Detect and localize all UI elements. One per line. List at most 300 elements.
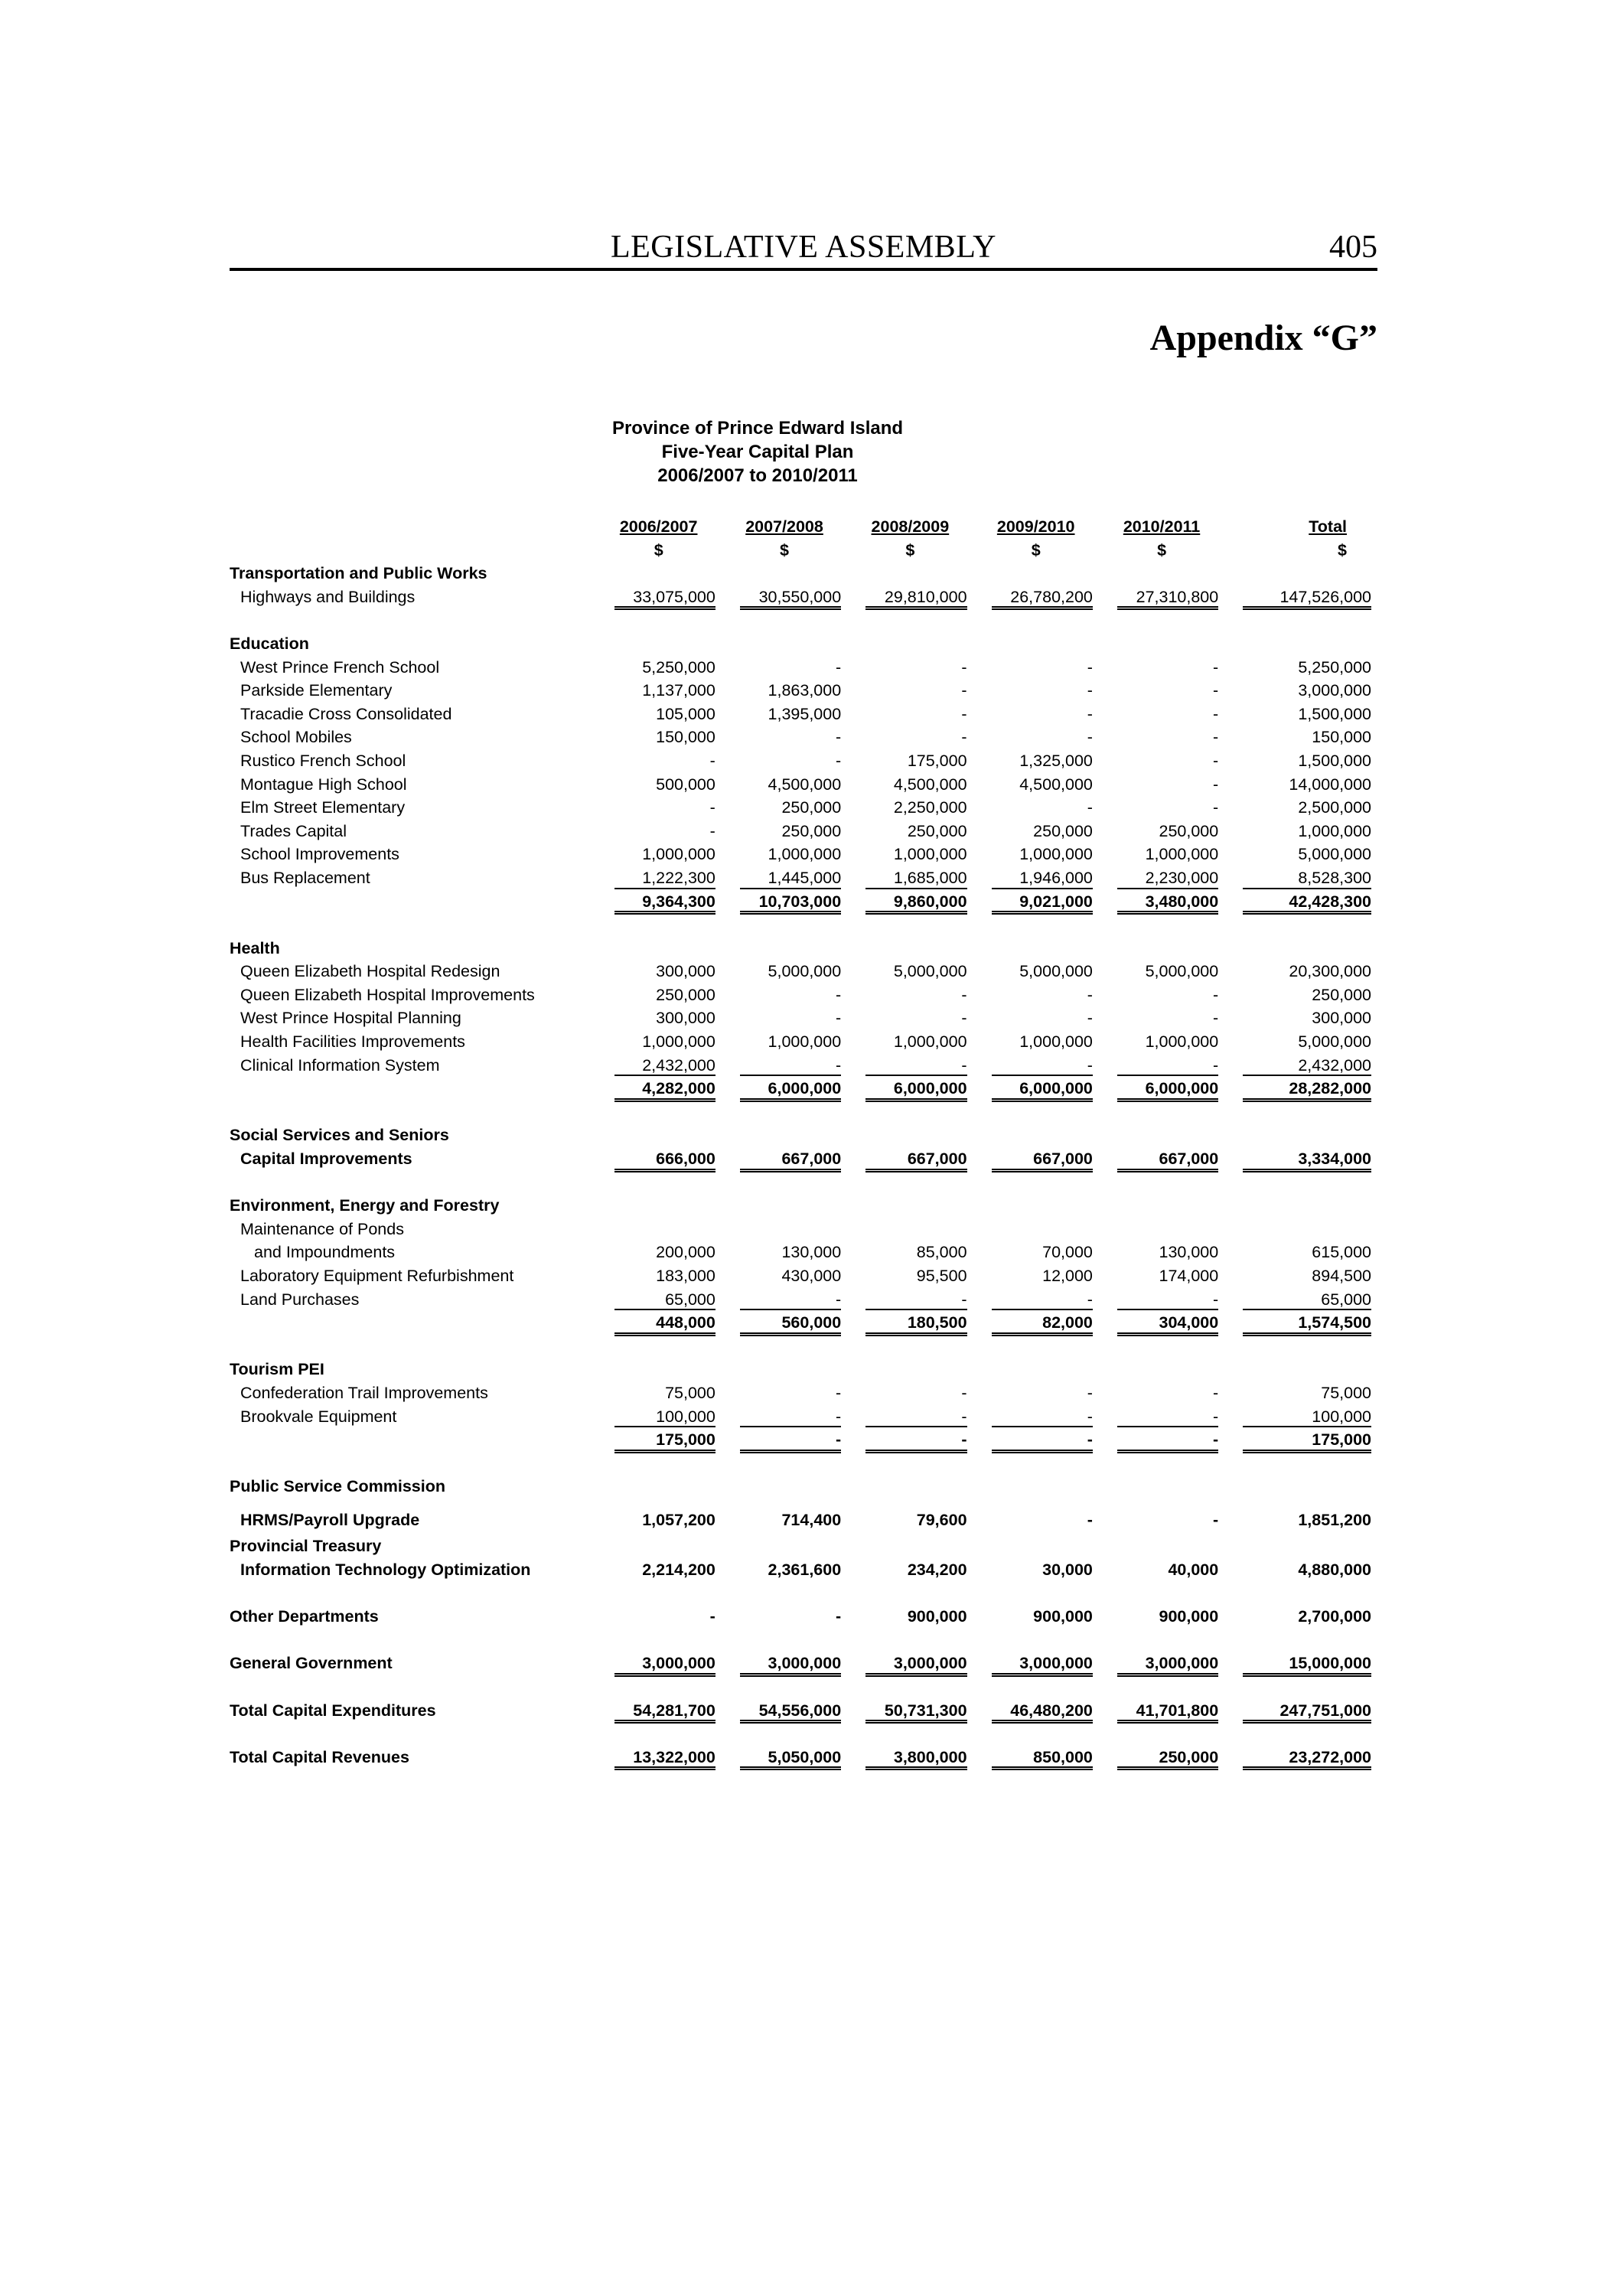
amount-cell: 6,000,000 (973, 1077, 1099, 1101)
row-label: Brookvale Equipment (240, 1407, 397, 1426)
total-cell (1224, 1532, 1377, 1558)
column-unit: $ (780, 540, 789, 559)
row-label: General Government (230, 1654, 393, 1673)
amount-cell: - (836, 1607, 842, 1626)
amount-cell: - (1213, 681, 1219, 700)
amount-cell: - (847, 1054, 973, 1078)
spacer-row (230, 1335, 1377, 1358)
amount-cell: - (836, 751, 842, 770)
amount-cell: 250,000 (907, 821, 967, 840)
amount-cell: 1,946,000 (973, 866, 1099, 890)
amount-cell (722, 562, 847, 585)
amount-cell: - (973, 1405, 1099, 1429)
amount-cell: - (973, 1428, 1099, 1452)
spacer-cell (230, 608, 1377, 632)
total-cell: 150,000 (1312, 728, 1371, 747)
amount-cell: 95,500 (916, 1267, 967, 1285)
amount-cell: 13,322,000 (596, 1746, 722, 1769)
total-cell: 5,250,000 (1298, 657, 1371, 677)
line-item-row (230, 960, 1377, 983)
amount-cell: - (973, 1054, 1099, 1078)
amount-cell: 1,000,000 (768, 1032, 842, 1052)
amount-cell (973, 1475, 1099, 1499)
amount-cell (596, 937, 722, 960)
total-cell (1224, 1218, 1377, 1241)
total-row (230, 1746, 1377, 1769)
amount-cell: 3,800,000 (847, 1746, 973, 1769)
amount-cell: 41,701,800 (1099, 1699, 1224, 1723)
amount-cell (1099, 1532, 1224, 1558)
amount-cell: - (1087, 1383, 1093, 1402)
total-cell: 1,851,200 (1298, 1511, 1371, 1530)
amount-cell (1099, 1358, 1224, 1381)
spacer-row (230, 913, 1377, 937)
total-cell: 5,000,000 (1298, 1032, 1371, 1052)
amount-cell: 150,000 (656, 728, 715, 747)
amount-cell: - (1099, 1405, 1224, 1429)
amount-cell: 5,000,000 (1145, 962, 1219, 981)
amount-cell: 1,000,000 (642, 1032, 715, 1052)
line-item-row (230, 703, 1377, 726)
total-cell: 1,500,000 (1298, 704, 1371, 723)
subtotal-row (230, 1311, 1377, 1335)
amount-cell: 666,000 (596, 1147, 722, 1171)
amount-cell: 667,000 (847, 1147, 973, 1171)
total-cell: 250,000 (1312, 985, 1371, 1004)
amount-cell: 6,000,000 (1099, 1077, 1224, 1101)
amount-cell (1099, 632, 1224, 656)
section-row (230, 632, 1377, 656)
line-item-row (230, 1288, 1377, 1312)
page-header (230, 230, 1377, 271)
section-heading: Public Service Commission (230, 1477, 445, 1496)
total-cell (1224, 1194, 1377, 1218)
section-row (230, 1475, 1377, 1499)
amount-cell: 3,000,000 (596, 1652, 722, 1675)
amount-cell: 850,000 (973, 1746, 1099, 1769)
amount-cell: - (961, 1009, 967, 1028)
amount-cell: 1,863,000 (768, 681, 842, 700)
amount-cell: - (722, 1288, 847, 1312)
total-cell (1224, 1475, 1377, 1499)
amount-cell: 3,000,000 (847, 1652, 973, 1675)
amount-cell: 1,000,000 (893, 1032, 967, 1052)
amount-cell: 65,000 (596, 1288, 722, 1312)
spacer-row (230, 1629, 1377, 1652)
amount-cell (973, 1358, 1099, 1381)
amount-cell: - (709, 1607, 715, 1626)
document-page (230, 230, 1377, 1769)
amount-cell: 26,780,200 (973, 585, 1099, 609)
section-heading: Tourism PEI (230, 1360, 324, 1379)
line-item-row (230, 1006, 1377, 1030)
row-label: Trades Capital (240, 821, 347, 840)
row-label: Parkside Elementary (240, 681, 393, 700)
total-cell: 42,428,300 (1224, 890, 1377, 914)
total-cell (1224, 632, 1377, 656)
subtotal-row (230, 1077, 1377, 1101)
total-cell (1224, 1124, 1377, 1147)
amount-cell: - (836, 985, 842, 1004)
amount-cell (973, 937, 1099, 960)
document-titles (230, 416, 1377, 488)
amount-cell: - (961, 1383, 967, 1402)
spacer-cell (230, 1452, 1377, 1476)
section-row (230, 1532, 1377, 1558)
amount-cell: 4,500,000 (1019, 775, 1093, 794)
amount-cell (847, 1124, 973, 1147)
amount-cell: 200,000 (656, 1243, 715, 1262)
amount-cell: - (836, 657, 842, 677)
row-label-blank (230, 1311, 596, 1335)
subtotal-row (230, 890, 1377, 914)
total-cell: 1,574,500 (1224, 1311, 1377, 1335)
subtotal-row (230, 1428, 1377, 1452)
amount-cell: - (847, 1405, 973, 1429)
amount-cell: 448,000 (596, 1311, 722, 1335)
amount-cell (722, 1194, 847, 1218)
section-row (230, 1358, 1377, 1381)
spacer-row (230, 608, 1377, 632)
spacer-row (230, 1675, 1377, 1699)
row-label-blank (230, 1428, 596, 1452)
amount-cell (596, 1194, 722, 1218)
total-cell: 247,751,000 (1224, 1699, 1377, 1723)
total-cell: 894,500 (1312, 1267, 1371, 1285)
amount-cell: 79,600 (916, 1511, 967, 1530)
amount-cell: 82,000 (973, 1311, 1099, 1335)
amount-cell: 5,250,000 (642, 657, 715, 677)
row-label: Clinical Information System (240, 1055, 440, 1075)
capital-plan-table (230, 515, 1377, 1769)
total-cell: 175,000 (1224, 1428, 1377, 1452)
spacer-row (230, 1722, 1377, 1746)
amount-cell: 900,000 (1159, 1607, 1219, 1626)
amount-cell: 175,000 (907, 751, 967, 770)
amount-cell (847, 937, 973, 960)
amount-cell: 54,556,000 (722, 1699, 847, 1723)
amount-cell: - (1213, 1511, 1219, 1530)
amount-cell: - (1213, 798, 1219, 817)
amount-cell (973, 1124, 1099, 1147)
amount-cell: 54,281,700 (596, 1699, 722, 1723)
line-item-row (230, 1147, 1377, 1171)
amount-cell (847, 1532, 973, 1558)
column-unit: $ (1031, 540, 1041, 559)
amount-cell (596, 1218, 722, 1241)
amount-cell: - (709, 751, 715, 770)
row-label: Tracadie Cross Consolidated (240, 704, 452, 723)
row-label: Rustico French School (240, 751, 406, 770)
amount-cell: 667,000 (1099, 1147, 1224, 1171)
total-cell: 65,000 (1224, 1288, 1377, 1312)
amount-cell: - (836, 1383, 842, 1402)
amount-cell: 250,000 (781, 798, 842, 817)
amount-cell (722, 1218, 847, 1241)
row-label: Confederation Trail Improvements (240, 1383, 488, 1402)
row-label: Information Technology Optimization (240, 1560, 531, 1579)
amount-cell: 667,000 (973, 1147, 1099, 1171)
column-header: 2008/2009 (871, 517, 950, 536)
amount-cell (722, 1358, 847, 1381)
amount-cell (1099, 937, 1224, 960)
amount-cell: 130,000 (1159, 1243, 1219, 1262)
amount-cell (973, 562, 1099, 585)
amount-cell: - (1213, 704, 1219, 723)
total-cell: 8,528,300 (1224, 866, 1377, 890)
column-unit: $ (1157, 540, 1167, 559)
amount-cell: - (722, 1428, 847, 1452)
amount-cell: - (961, 704, 967, 723)
column-unit: $ (905, 540, 915, 559)
amount-cell: 250,000 (1033, 821, 1093, 840)
amount-cell: 2,230,000 (1099, 866, 1224, 890)
total-cell: 2,700,000 (1298, 1607, 1371, 1626)
total-cell (1224, 937, 1377, 960)
total-row (230, 1652, 1377, 1675)
amount-cell: 1,000,000 (768, 845, 842, 864)
appendix-title: Appendix “G” (1149, 318, 1377, 358)
amount-cell: 130,000 (781, 1243, 842, 1262)
line-item-row (230, 866, 1377, 890)
amount-cell: 30,000 (1042, 1560, 1093, 1579)
document-period: 2006/2007 to 2010/2011 (657, 465, 858, 486)
amount-cell: - (1213, 657, 1219, 677)
amount-cell: 1,137,000 (642, 681, 715, 700)
capital-plan-body (230, 515, 1377, 1769)
amount-cell: 300,000 (656, 1009, 715, 1028)
amount-cell: 430,000 (781, 1267, 842, 1285)
amount-cell: 12,000 (1042, 1267, 1093, 1285)
amount-cell: 5,000,000 (893, 962, 967, 981)
amount-cell: 2,214,200 (642, 1560, 715, 1579)
amount-cell: - (1213, 1009, 1219, 1028)
amount-cell: 300,000 (656, 962, 715, 981)
amount-cell (847, 1218, 973, 1241)
amount-cell: 4,500,000 (768, 775, 842, 794)
amount-cell: 560,000 (722, 1311, 847, 1335)
amount-cell: 500,000 (656, 775, 715, 794)
amount-cell (722, 632, 847, 656)
column-header-row (230, 515, 1377, 539)
document-title: Province of Prince Edward Island (611, 418, 904, 439)
amount-cell: 4,500,000 (893, 775, 967, 794)
amount-cell: 1,000,000 (893, 845, 967, 864)
amount-cell: 3,000,000 (722, 1652, 847, 1675)
amount-cell (722, 1475, 847, 1499)
amount-cell: 1,000,000 (1145, 845, 1219, 864)
column-header: 2010/2011 (1123, 517, 1201, 536)
spacer-cell (230, 1675, 1377, 1699)
line-item-row (230, 773, 1377, 797)
amount-cell: 46,480,200 (973, 1699, 1099, 1723)
spacer-cell (230, 1335, 1377, 1358)
amount-cell: 40,000 (1168, 1560, 1219, 1579)
spacer-cell (230, 1722, 1377, 1746)
amount-cell (596, 1532, 722, 1558)
amount-cell (847, 562, 973, 585)
total-cell: 615,000 (1312, 1243, 1371, 1262)
row-label: West Prince French School (240, 657, 440, 677)
amount-cell: 174,000 (1159, 1267, 1219, 1285)
spacer-cell (230, 1101, 1377, 1124)
amount-cell: - (1087, 798, 1093, 817)
total-cell: 2,500,000 (1298, 798, 1371, 817)
amount-cell: 900,000 (1033, 1607, 1093, 1626)
spacer-row (230, 1452, 1377, 1476)
amount-cell: 2,361,600 (768, 1560, 842, 1579)
amount-cell: - (1099, 1428, 1224, 1452)
amount-cell: 667,000 (722, 1147, 847, 1171)
amount-cell: - (709, 821, 715, 840)
spacer-cell (230, 913, 1377, 937)
total-row (230, 1699, 1377, 1723)
amount-cell: 250,000 (781, 821, 842, 840)
amount-cell: 1,685,000 (847, 866, 973, 890)
spacer-cell (230, 1629, 1377, 1652)
amount-cell (1099, 1475, 1224, 1499)
amount-cell: - (1099, 1288, 1224, 1312)
row-label: Queen Elizabeth Hospital Improvements (240, 985, 535, 1004)
amount-cell: 33,075,000 (596, 585, 722, 609)
amount-cell: 30,550,000 (722, 585, 847, 609)
amount-cell: - (961, 985, 967, 1004)
amount-cell: 9,860,000 (847, 890, 973, 914)
total-cell: 100,000 (1224, 1405, 1377, 1429)
amount-cell (1099, 1124, 1224, 1147)
amount-cell: 175,000 (596, 1428, 722, 1452)
amount-cell: - (1213, 751, 1219, 770)
spacer-cell (230, 1582, 1377, 1606)
amount-cell: 1,325,000 (1019, 751, 1093, 770)
spacer-row (230, 1171, 1377, 1195)
row-label: Montague High School (240, 775, 407, 794)
total-cell (1224, 562, 1377, 585)
section-heading: Provincial Treasury (230, 1537, 382, 1556)
total-cell: 15,000,000 (1224, 1652, 1377, 1675)
amount-cell: 1,445,000 (722, 866, 847, 890)
line-item-row (230, 983, 1377, 1007)
amount-cell: 2,432,000 (596, 1054, 722, 1078)
total-cell: 1,000,000 (1298, 821, 1371, 840)
page-number: 405 (1329, 230, 1377, 265)
amount-cell: 3,000,000 (973, 1652, 1099, 1675)
row-label: West Prince Hospital Planning (240, 1009, 461, 1028)
amount-cell (722, 1532, 847, 1558)
amount-cell (1099, 1218, 1224, 1241)
row-label: Bus Replacement (240, 868, 370, 887)
line-item-row (230, 820, 1377, 843)
total-row (230, 1605, 1377, 1629)
amount-cell: 714,400 (781, 1511, 842, 1530)
amount-cell: - (961, 728, 967, 747)
amount-cell (596, 632, 722, 656)
amount-cell: 900,000 (907, 1607, 967, 1626)
amount-cell: - (847, 1428, 973, 1452)
line-item-row (230, 1499, 1377, 1532)
amount-cell: 250,000 (1159, 821, 1219, 840)
header-blank (230, 515, 596, 539)
amount-cell: 1,000,000 (1019, 1032, 1093, 1052)
column-unit: $ (1338, 540, 1347, 559)
amount-cell (847, 1358, 973, 1381)
amount-cell: - (1213, 728, 1219, 747)
row-label: Health Facilities Improvements (240, 1032, 465, 1052)
amount-cell: 70,000 (1042, 1243, 1093, 1262)
line-item-row (230, 1558, 1377, 1582)
amount-cell: 180,500 (847, 1311, 973, 1335)
amount-cell: 5,050,000 (722, 1746, 847, 1769)
amount-cell: - (1087, 985, 1093, 1004)
total-cell: 3,000,000 (1298, 681, 1371, 700)
row-label: HRMS/Payroll Upgrade (240, 1511, 420, 1530)
document-subtitle: Five-Year Capital Plan (661, 442, 854, 462)
amount-cell: 5,000,000 (768, 962, 842, 981)
column-header: Total (1309, 517, 1347, 536)
row-label-blank (230, 890, 596, 914)
line-item-row (230, 679, 1377, 703)
amount-cell: - (973, 1288, 1099, 1312)
row-label: Land Purchases (240, 1290, 360, 1309)
amount-cell: 85,000 (916, 1243, 967, 1262)
line-item-row (230, 1381, 1377, 1405)
amount-cell: - (709, 798, 715, 817)
section-row (230, 562, 1377, 585)
total-cell: 4,880,000 (1298, 1560, 1371, 1579)
amount-cell: 75,000 (665, 1383, 715, 1402)
amount-cell: 250,000 (1099, 1746, 1224, 1769)
amount-cell: 3,000,000 (1099, 1652, 1224, 1675)
amount-cell (596, 1124, 722, 1147)
line-item-row (230, 1030, 1377, 1054)
amount-cell: - (1087, 657, 1093, 677)
total-cell: 23,272,000 (1224, 1746, 1377, 1769)
row-label: Elm Street Elementary (240, 798, 406, 817)
amount-cell: 5,000,000 (1019, 962, 1093, 981)
amount-cell: 250,000 (656, 985, 715, 1004)
total-cell: 300,000 (1312, 1009, 1371, 1028)
spacer-cell (230, 1171, 1377, 1195)
amount-cell (847, 1194, 973, 1218)
amount-cell: 9,021,000 (973, 890, 1099, 914)
amount-cell: 100,000 (596, 1405, 722, 1429)
amount-cell (596, 1475, 722, 1499)
amount-cell: - (1087, 1009, 1093, 1028)
section-heading: Education (230, 634, 309, 653)
line-item-row (230, 1405, 1377, 1429)
amount-cell: 50,731,300 (847, 1699, 973, 1723)
row-label: Total Capital Revenues (230, 1747, 409, 1766)
amount-cell: 9,364,300 (596, 890, 722, 914)
section-heading: Transportation and Public Works (230, 564, 487, 583)
amount-cell: 234,200 (907, 1560, 967, 1579)
total-cell: 75,000 (1321, 1383, 1371, 1402)
unit-header-row (230, 539, 1377, 563)
amount-cell: 1,222,300 (596, 866, 722, 890)
amount-cell: 1,000,000 (642, 845, 715, 864)
line-item-row (230, 656, 1377, 680)
header-title: LEGISLATIVE ASSEMBLY (611, 230, 996, 265)
row-label: Total Capital Expenditures (230, 1701, 436, 1720)
header-blank (230, 539, 596, 563)
spacer-row (230, 1582, 1377, 1606)
row-label: Maintenance of Ponds (240, 1219, 404, 1238)
column-unit: $ (654, 540, 663, 559)
amount-cell: 3,480,000 (1099, 890, 1224, 914)
amount-cell (1099, 1194, 1224, 1218)
section-row (230, 1124, 1377, 1147)
total-cell: 1,500,000 (1298, 751, 1371, 770)
